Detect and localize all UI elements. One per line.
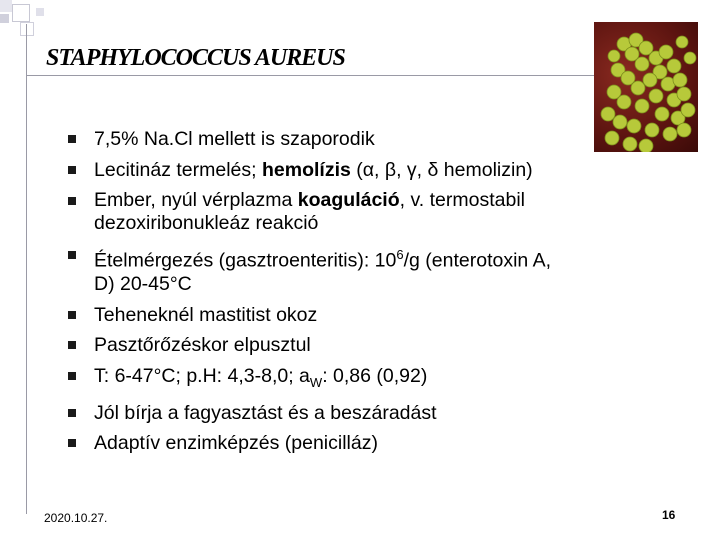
bullet-square-icon (68, 166, 76, 174)
decor-square (36, 8, 44, 16)
bullet-square-icon (68, 311, 76, 319)
bullet-list (64, 124, 551, 459)
bullet-square-icon (68, 372, 76, 380)
title-underline (26, 75, 606, 76)
decor-square (20, 22, 34, 36)
bullet-text: Teheneknél mastitist okoz (94, 303, 318, 326)
staphylococcus-image (594, 22, 698, 152)
slide-title: STAPHYLOCOCCUS AUREUS (46, 45, 345, 71)
bullet-square-icon (68, 439, 76, 447)
bullet-square-icon (68, 197, 76, 205)
bullet-square-icon (68, 135, 76, 143)
bullet-item (64, 428, 551, 459)
bullet-item (64, 300, 551, 331)
bullet-item (64, 185, 551, 239)
bullet-text: T: 6-47°C; p.H: 4,3-8,0; a (94, 364, 310, 387)
bullet-text: 7,5% Na.Cl mellett is szaporodik (94, 128, 375, 150)
bullet-text: dezoxiribonukleáz reakció (94, 212, 319, 234)
footer-date: 2020.10.27. (44, 511, 108, 525)
decor-vertical-line (26, 24, 27, 514)
bullet-item (64, 124, 551, 155)
bullet-text: Lecitináz termelés; (94, 158, 262, 181)
bullet-text: D) 20-45°C (94, 272, 192, 295)
bullet-text: Ételmérgezés (gasztroenteritis): 10 (94, 249, 397, 272)
bullet-text: Jól bírja a fagyasztást és a beszáradást (94, 401, 437, 424)
bullet-item (64, 239, 551, 300)
bullet-item (64, 398, 551, 429)
bullet-text: W (309, 374, 323, 390)
bullet-item (64, 155, 551, 186)
bullet-square-icon (68, 341, 76, 349)
bullet-text: (α, β, γ, δ hemolizin) (350, 158, 533, 181)
bullet-text: Pasztőrőzéskor elpusztul (94, 334, 311, 356)
bacteria-photo (594, 22, 698, 152)
bullet-text: /g (enterotoxin A, (403, 249, 552, 272)
decor-square (12, 4, 30, 22)
bullet-text: Ember, nyúl vérplazma (94, 189, 298, 211)
decor-square (0, 14, 9, 23)
bullet-text: Adaptív enzimképzés (penicilláz) (94, 432, 378, 455)
bullet-text: hemolízis (262, 158, 351, 181)
bullet-text: , v. termostabil (399, 189, 525, 211)
bullet-square-icon (68, 409, 76, 417)
decor-square (0, 0, 12, 12)
bullet-item (64, 361, 551, 398)
bullet-square-icon (68, 251, 76, 259)
bullet-item (64, 330, 551, 361)
bullet-text: 6 (396, 247, 404, 262)
bullet-text: : 0,86 (0,92) (322, 364, 428, 387)
page-number: 16 (662, 508, 676, 522)
bullet-text: koaguláció (297, 189, 400, 211)
